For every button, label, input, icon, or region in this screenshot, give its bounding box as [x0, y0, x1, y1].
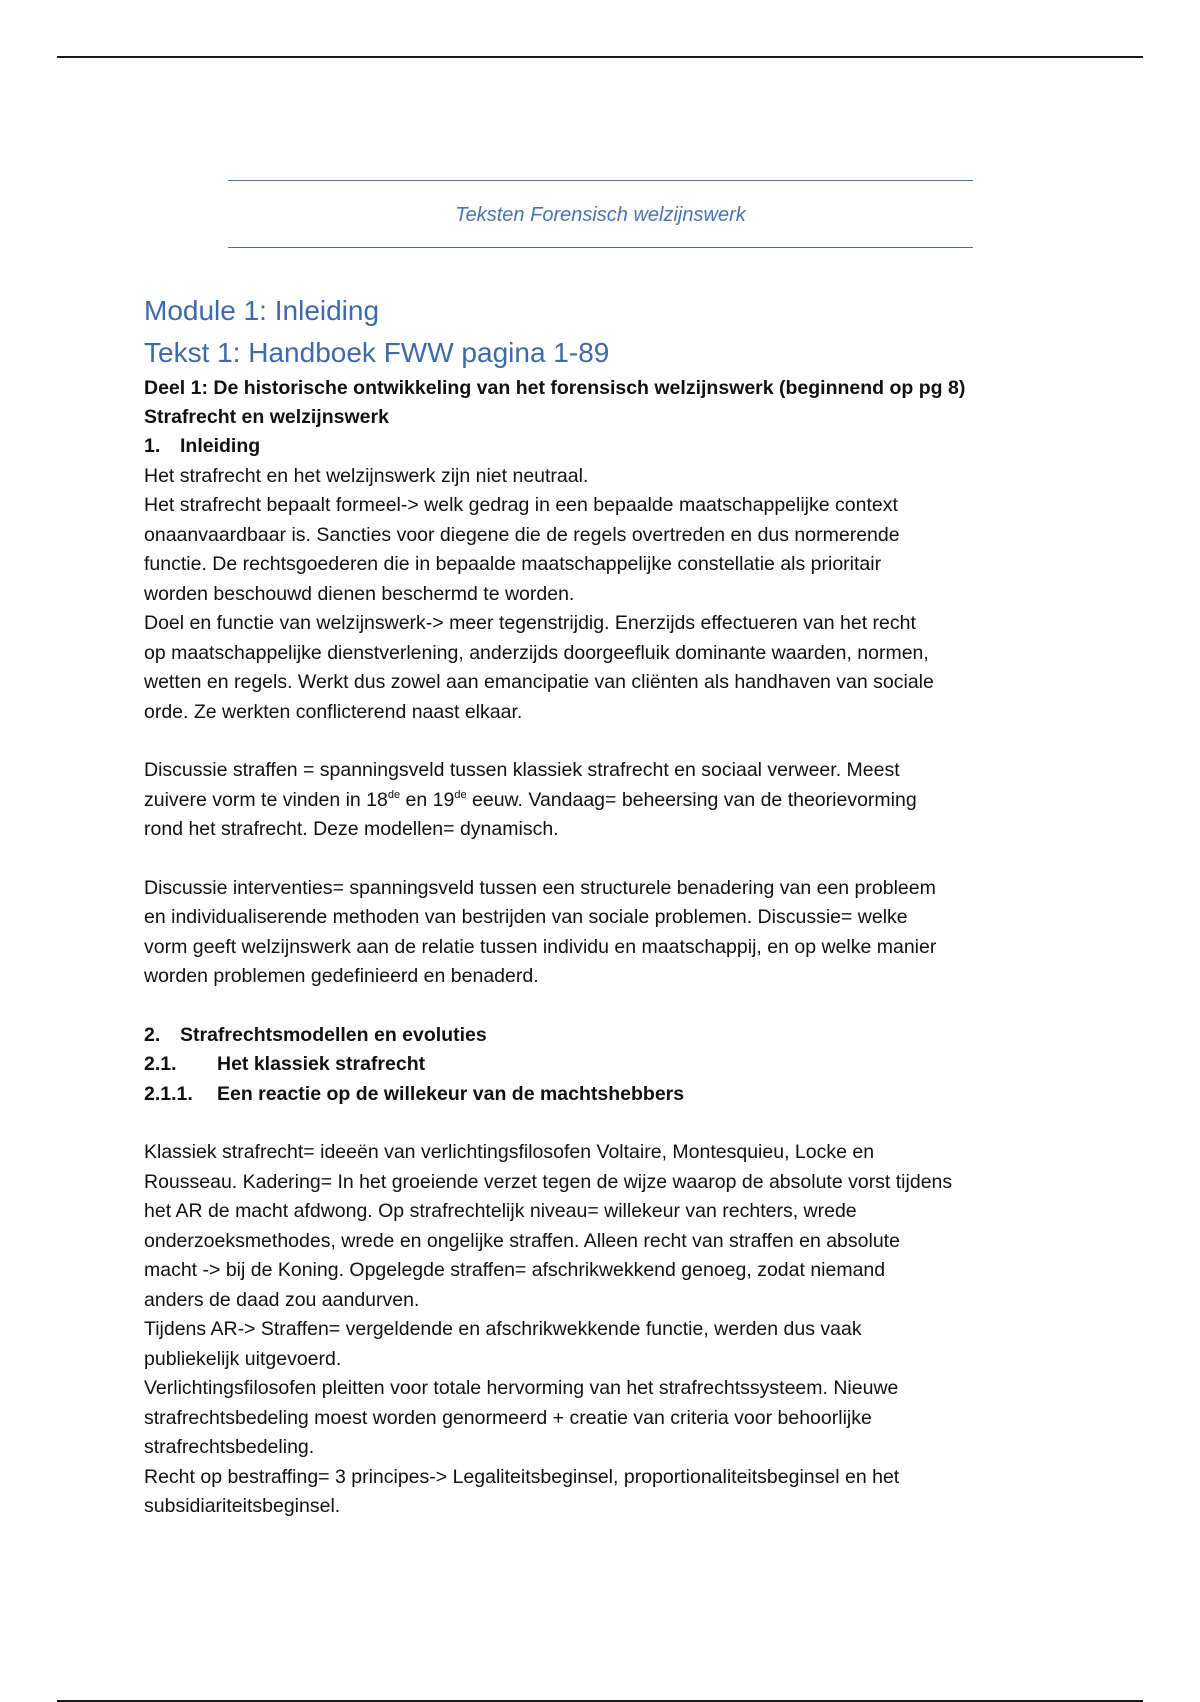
section-2-1-1-title: Een reactie op de willekeur van de machtshebbers	[217, 1082, 685, 1105]
paragraph-line: vorm geeft welzijnswerk aan de relatie tussen individu en maatschappij, en op welke manier	[144, 935, 937, 958]
paragraph-discussie-straffen	[144, 756, 1074, 845]
paragraph-line: worden problemen gedefinieerd en benaderd.	[144, 965, 539, 987]
paragraph-line	[144, 786, 1074, 816]
paragraph-line: macht -> bij de Koning. Opgelegde straffen= afschrikwekkend genoeg, zodat niemand	[144, 1259, 886, 1281]
paragraph-line: publiekelijk uitgevoerd.	[144, 1347, 342, 1370]
section-1-number: 1.	[144, 435, 161, 457]
paragraph-line: Rousseau. Kadering= In het groeiende verzet tegen de wijze waarop de absolute vorst tijdens	[144, 1170, 953, 1193]
deel-heading: Deel 1: De historische ontwikkeling van het forensisch welzijnswerk (beginnend op pg 8)	[144, 377, 966, 399]
section-2-1-number: 2.1.	[144, 1053, 177, 1075]
superscript: de	[454, 788, 467, 801]
section-2-1-title: Het klassiek strafrecht	[217, 1053, 426, 1075]
paragraph-line: subsidiariteitsbeginsel.	[144, 1495, 341, 1517]
paragraph-line: onaanvaardbaar is. Sancties voor diegene die de regels overtreden en dus normerende	[144, 523, 900, 546]
section-2-number: 2.	[144, 1023, 161, 1046]
paragraph-line: het AR de macht afdwong. Op strafrechtelijk niveau= willekeur van rechters, wrede	[144, 1200, 857, 1222]
paragraph-line: Klassiek strafrecht= ideeën van verlichtingsfilosofen Voltaire, Montesquieu, Locke en	[144, 1141, 875, 1163]
paragraph-line: Het strafrecht en het welzijnswerk zijn niet neutraal.	[144, 464, 589, 487]
paragraph-line: Recht op bestraffing= 3 principes-> Legaliteitsbeginsel, proportionaliteitsbeginsel en het	[144, 1465, 900, 1488]
paragraph-inleiding	[144, 462, 1074, 728]
section-1-heading	[144, 432, 1074, 462]
superscript: de	[387, 788, 401, 801]
section-2-1-heading	[144, 1050, 1074, 1080]
strafrecht-welzijnswerk-heading: Strafrecht en welzijnswerk	[144, 406, 389, 428]
paragraph-line: rond het strafrecht. Deze modellen= dynamisch.	[144, 818, 559, 840]
paragraph-line: Doel en functie van welzijnswerk-> meer tegenstrijdig. Enerzijds effectueren van het recht	[144, 612, 916, 634]
section-2-heading	[144, 1021, 1074, 1051]
paragraph-line: onderzoeksmethodes, wrede en ongelijke straffen. Alleen recht van straffen en absolute	[144, 1229, 900, 1252]
section-2-title: Strafrechtsmodellen en evoluties	[180, 1023, 487, 1046]
paragraph-line: strafrechtsbedeling moest worden genormeerd + creatie van criteria voor behoorlijke	[144, 1406, 872, 1429]
paragraph-line: orde. Ze werkten conflicterend naast elkaar.	[144, 700, 523, 723]
page-top-rule	[57, 56, 1143, 58]
paragraph-line: Het strafrecht bepaalt formeel-> welk gedrag in een bepaalde maatschappelijke context	[144, 494, 898, 516]
document-body	[144, 290, 1074, 1522]
tekst-heading: Tekst 1: Handboek FWW pagina 1-89	[144, 337, 610, 368]
paragraph-line: Tijdens AR-> Straffen= vergeldende en afschrikwekkende functie, werden dus vaak	[144, 1318, 862, 1340]
paragraph-line: strafrechtsbedeling.	[144, 1436, 315, 1458]
paragraph-line: anders de daad zou aandurven.	[144, 1288, 420, 1311]
paragraph-line: functie. De rechtsgoederen die in bepaalde maatschappelijke constellatie als prioritair	[144, 553, 882, 575]
paragraph-klassiek-strafrecht	[144, 1138, 1074, 1522]
title-rule-bottom	[228, 247, 973, 248]
paragraph-line: Discussie interventies= spanningsveld tussen een structurele benadering van een probleem	[144, 876, 936, 899]
paragraph-line: en individualiserende methoden van bestrijden van sociale problemen. Discussie= welke	[144, 906, 908, 928]
module-heading: Module 1: Inleiding	[144, 295, 380, 326]
document-title: Teksten Forensisch welzijnswerk	[455, 204, 746, 226]
text-run: eeuw. Vandaag= beheersing van de theorievorming	[466, 788, 917, 811]
section-2-1-1-number: 2.1.1.	[144, 1082, 193, 1105]
text-run: en 19	[400, 788, 455, 811]
paragraph-discussie-interventies	[144, 874, 1074, 992]
section-2-1-1-heading	[144, 1080, 1074, 1110]
paragraph-line: Verlichtingsfilosofen pleitten voor totale hervorming van het strafrechtssysteem. Nieuwe	[144, 1377, 899, 1399]
paragraph-line: worden beschouwd dienen beschermd te worden.	[144, 582, 575, 605]
paragraph-line: op maatschappelijke dienstverlening, anderzijds doorgeefluik dominante waarden, normen,	[144, 641, 929, 664]
text-run: zuivere vorm te vinden in 18	[144, 788, 388, 811]
document-title-block	[228, 180, 973, 248]
paragraph-line: Discussie straffen = spanningsveld tussen klassiek strafrecht en sociaal verweer. Meest	[144, 759, 900, 781]
paragraph-line: wetten en regels. Werkt dus zowel aan emancipatie van cliënten als handhaven van sociale	[144, 671, 934, 693]
section-1-title: Inleiding	[180, 435, 261, 457]
title-rule-top	[228, 180, 973, 181]
